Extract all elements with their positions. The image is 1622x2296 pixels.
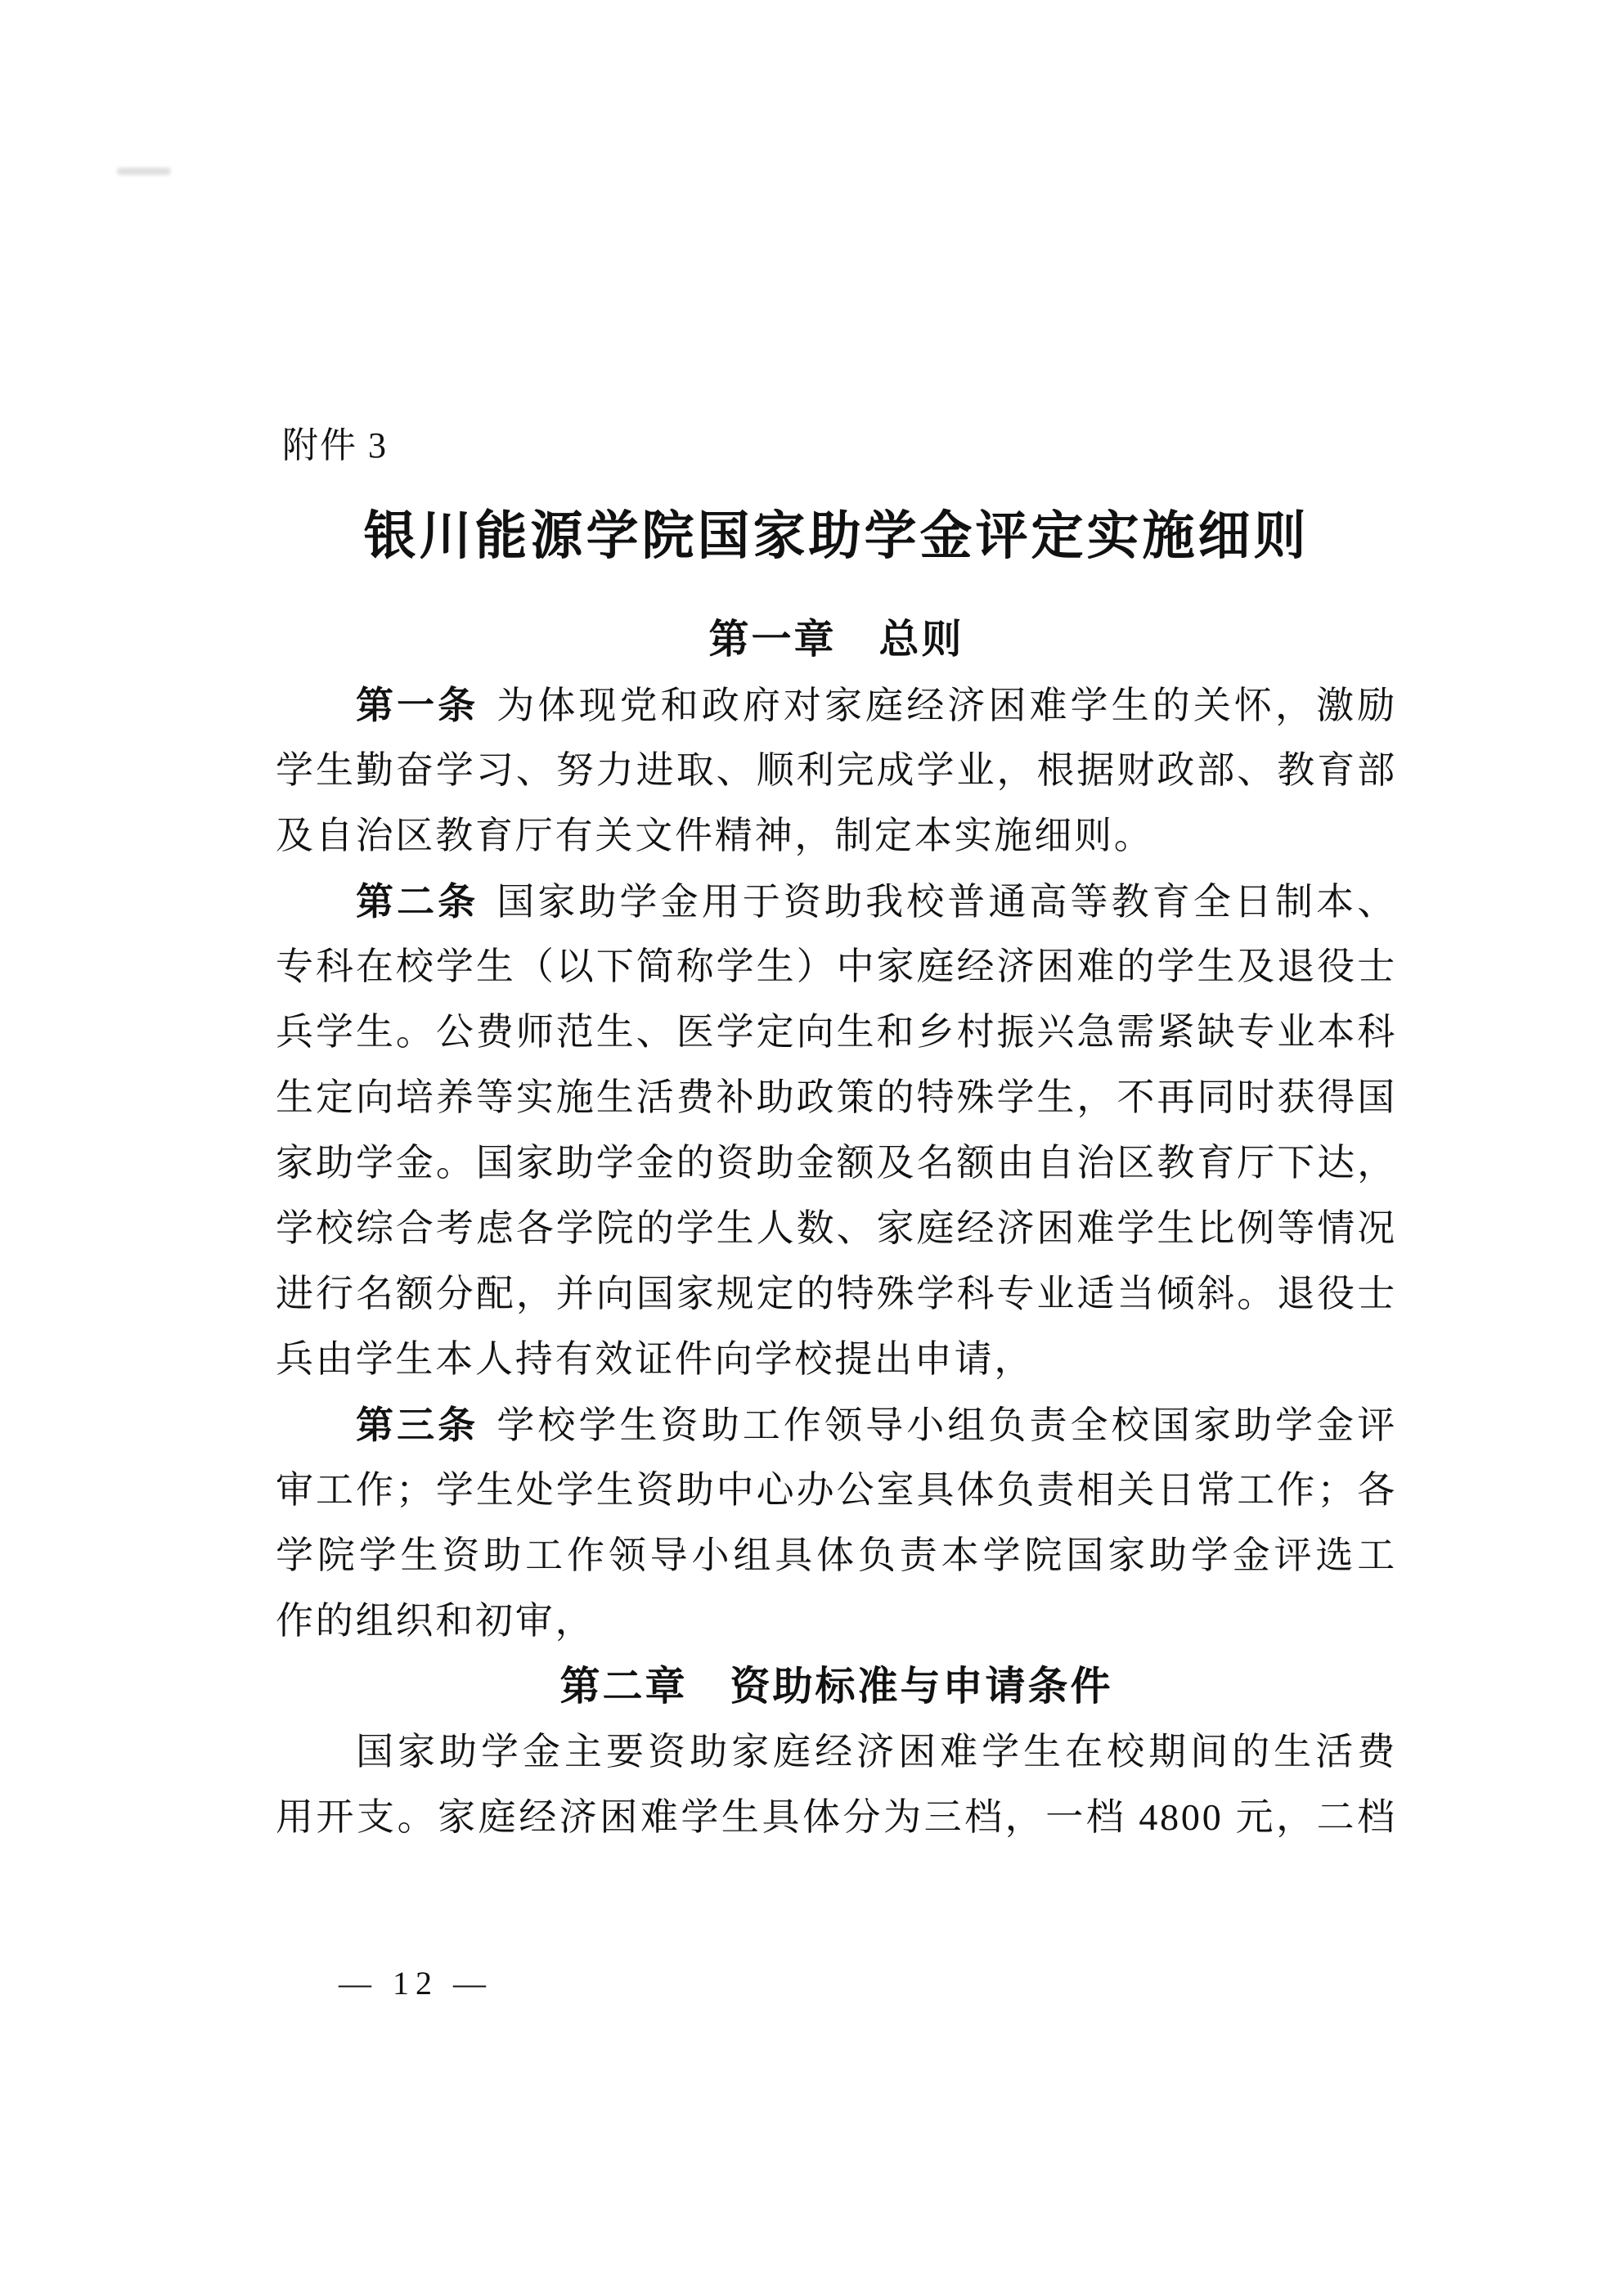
body-line-row — [276, 869, 1397, 934]
body-line-row — [276, 1523, 1397, 1588]
article-number-label: 第三条 — [356, 1404, 479, 1446]
document-title: 银川能源学院国家助学金评定实施细则 — [363, 507, 1310, 565]
body-line-row — [276, 1065, 1397, 1130]
text-line-content: 国家助学金用于资助我校普通高等教育全日制本、 — [496, 881, 1397, 923]
article-number-label: 第二条 — [356, 880, 479, 923]
body-line-row — [276, 1458, 1397, 1523]
body-line-row — [276, 672, 1397, 738]
text-line: 学校综合考虑各学院的学生人数、家庭经济困难学生比例等情况 — [276, 1207, 1397, 1249]
text-line: 作的组织和初审， — [276, 1600, 595, 1642]
text-line: 用开支。家庭经济困难学生具体分为三档，一档 4800 元，二档 — [276, 1796, 1397, 1838]
text-line: 兵学生。公费师范生、医学定向生和乡村振兴急需紧缺专业本科 — [276, 1011, 1397, 1053]
text-line-content: 为体现党和政府对家庭经济困难学生的关怀，激励 — [496, 685, 1397, 726]
text-line: 家助学金。国家助学金的资助金额及名额由自治区教育厅下达， — [276, 1142, 1397, 1184]
page-number: — 12 — — [339, 1965, 492, 2002]
text-line — [276, 1392, 1397, 1458]
text-line: 学生勤奋学习、努力进取、顺利完成学业，根据财政部、教育部 — [276, 749, 1397, 791]
attachment-label: 附件 3 — [282, 425, 388, 465]
chapter-heading: 第二章 资助标准与申请条件 — [559, 1665, 1113, 1709]
body-line-row — [276, 1196, 1397, 1261]
chapter-heading-row — [276, 1654, 1397, 1719]
article-number-label: 第一条 — [356, 684, 479, 726]
body-line-row — [276, 1000, 1397, 1065]
body-line-row — [276, 1392, 1397, 1458]
text-line: 生定向培养等实施生活费补助政策的特殊学生，不再同时获得国 — [276, 1076, 1397, 1118]
text-line — [276, 672, 1397, 739]
text-line: 专科在校学生（以下简称学生）中家庭经济困难的学生及退役士 — [276, 946, 1397, 987]
text-line: 兵由学生本人持有效证件向学校提出申请， — [276, 1338, 1035, 1380]
text-line: 及自治区教育厅有关文件精神，制定本实施细则。 — [276, 815, 1154, 856]
text-line-content: 学校学生资助工作领导小组负责全校国家助学金评 — [496, 1404, 1397, 1446]
text-line: 进行名额分配，并向国家规定的特殊学科专业适当倾斜。退役士 — [276, 1273, 1397, 1314]
text-line: 审工作；学生处学生资助中心办公室具体负责相关日常工作；各 — [276, 1469, 1397, 1511]
text-line: 学院学生资助工作领导小组具体负责本学院国家助学金评选工 — [276, 1534, 1397, 1576]
body-line-row — [276, 803, 1397, 869]
body-line-row — [276, 1588, 1397, 1654]
body-line-row — [276, 1785, 1397, 1850]
text-line: 国家助学金主要资助家庭经济困难学生在校期间的生活费 — [356, 1731, 1397, 1773]
document-body — [276, 607, 1397, 1850]
body-line-row — [276, 1327, 1397, 1392]
body-line-row — [276, 1130, 1397, 1196]
text-line — [276, 869, 1397, 935]
scan-artifact — [117, 168, 171, 175]
chapter-heading: 第一章 总则 — [708, 618, 964, 662]
body-line-row — [276, 1719, 1397, 1785]
body-line-row — [276, 934, 1397, 1000]
body-line-row — [276, 1261, 1397, 1327]
chapter-heading-row — [276, 607, 1397, 672]
body-line-row — [276, 738, 1397, 803]
